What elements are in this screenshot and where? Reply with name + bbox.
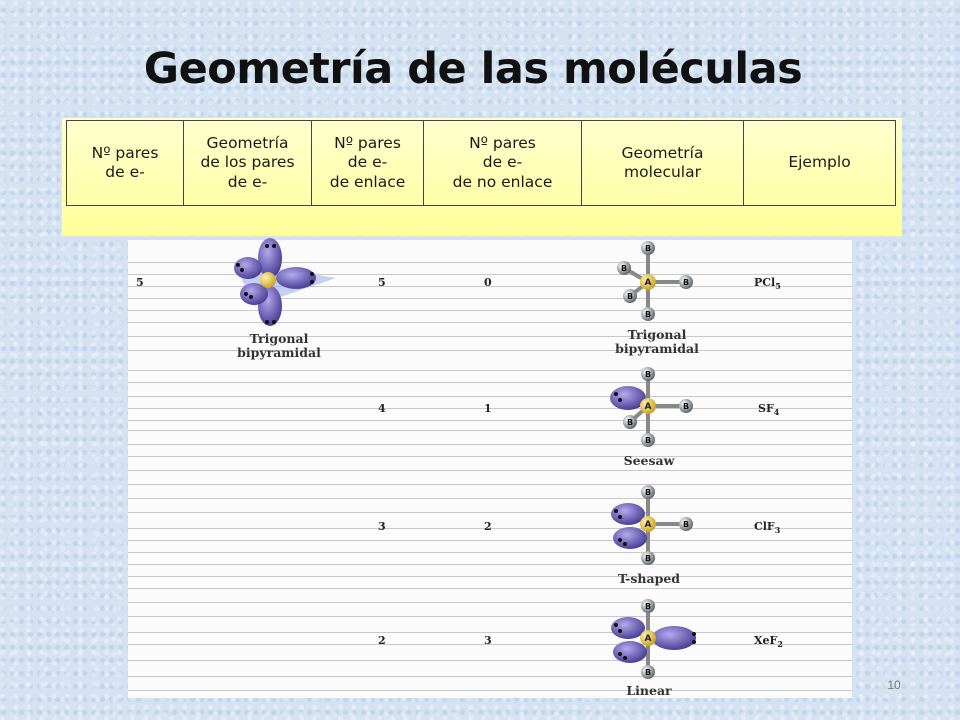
row4-molecular-geometry: Linear — [626, 683, 672, 698]
row1-pair-geometry: Trigonal bipyramidal — [237, 331, 321, 360]
central-atom-label: A — [644, 278, 652, 288]
ligand-atom-label: B — [644, 488, 652, 497]
trigonal-bipyramidal-molecule-icon — [612, 240, 702, 326]
row4-bonding: 2 — [378, 634, 386, 647]
trigonal-bipyramidal-pair-geometry-icon — [224, 240, 344, 330]
central-atom-label: A — [644, 634, 652, 644]
slide-number: 10 — [887, 678, 901, 692]
header-pair-geometry: Geometría de los pares de e- — [184, 121, 312, 205]
ligand-atom-label: B — [644, 310, 652, 319]
header-bonding-pairs: Nº pares de e- de enlace — [312, 121, 424, 205]
header-pairs: Nº pares de e- — [67, 121, 184, 205]
ligand-atom-label: B — [644, 436, 652, 445]
header-molecular-geometry: Geometría molecular — [582, 121, 744, 205]
row3-example: ClF$_3$ — [754, 520, 781, 536]
ligand-atom-label: B — [644, 244, 652, 253]
ligand-atom-label: B — [626, 418, 634, 427]
ligand-atom-label: B — [682, 402, 690, 411]
t-shaped-molecule-icon — [608, 486, 698, 570]
row4-nonbonding: 3 — [484, 634, 492, 647]
header-table — [66, 120, 896, 206]
header-example: Ejemplo — [788, 153, 851, 172]
ligand-atom-label: B — [644, 668, 652, 677]
ligand-atom-label: B — [626, 292, 634, 301]
central-atom-label: A — [644, 402, 652, 412]
row1-molecular-geometry: Trigonal bipyramidal — [615, 327, 699, 356]
geometry-table-image — [128, 240, 852, 698]
seesaw-molecule-icon — [608, 368, 698, 452]
row3-nonbonding: 2 — [484, 520, 492, 533]
row1-nonbonding: 0 — [484, 276, 492, 289]
ligand-atom-label: B — [682, 278, 690, 287]
ligand-atom-label: B — [644, 370, 652, 379]
ligand-atom-label: B — [682, 520, 690, 529]
ligand-atom-label: B — [620, 264, 628, 273]
row2-bonding: 4 — [378, 402, 386, 415]
row4-example: XeF$_2$ — [754, 634, 783, 650]
row2-nonbonding: 1 — [484, 402, 492, 415]
linear-molecule-icon — [608, 600, 704, 684]
header-nonbonding-pairs: Nº pares de e- de no enlace — [424, 121, 582, 205]
row2-molecular-geometry: Seesaw — [623, 453, 675, 468]
row2-example: $SF_4$ — [758, 402, 780, 418]
ligand-atom-label: B — [644, 602, 652, 611]
slide-title: Geometría de las moléculas — [143, 44, 803, 94]
row1-pairs: 5 — [136, 276, 144, 289]
row1-bonding: 5 — [378, 276, 386, 289]
ligand-atom-label: B — [644, 554, 652, 563]
row1-example: PCl$_5$ — [754, 276, 781, 292]
row3-bonding: 3 — [378, 520, 386, 533]
central-atom-label: A — [644, 520, 652, 530]
row3-molecular-geometry: T-shaped — [617, 571, 681, 586]
